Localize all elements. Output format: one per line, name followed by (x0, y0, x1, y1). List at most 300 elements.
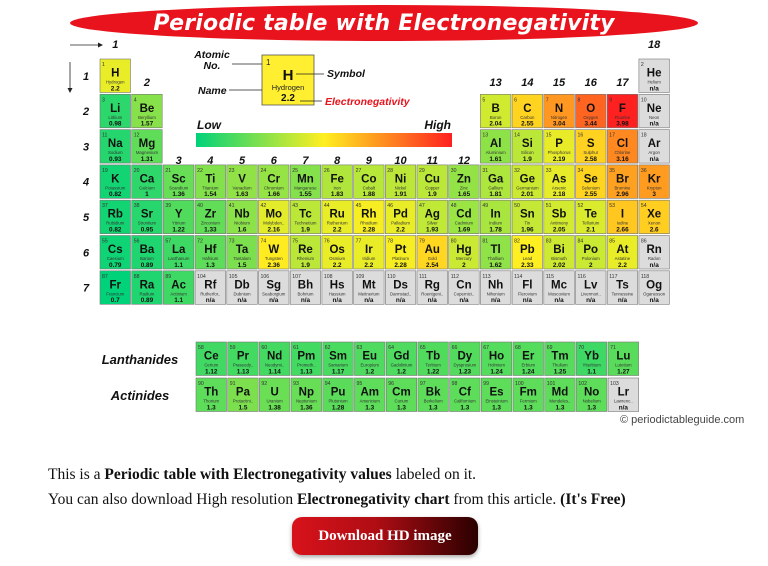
element-mc-symbol: Mc (551, 279, 568, 292)
actinide-th-name: Thorium (203, 398, 220, 404)
element-s-name: Sulphur (583, 150, 599, 156)
lanthanide-nd-symbol: Nd (266, 350, 283, 363)
element-cr-name: Chromium (263, 185, 284, 191)
element-i-en: 2.66 (616, 226, 629, 234)
actinide-no-name: Nobelium (582, 398, 601, 404)
actinide-cf-symbol: Cf (458, 386, 471, 399)
element-ru-name: Ruthenium (326, 220, 348, 226)
element-na-en: 0.93 (109, 155, 122, 163)
group-label-15: 15 (552, 77, 566, 89)
lanthanide-tb-en: 1.22 (426, 368, 440, 376)
element-ta-symbol: Ta (235, 244, 249, 256)
element-xe-name: Xenon (647, 220, 661, 226)
element-n-symbol: N (554, 102, 564, 115)
key-name-label: Name (198, 85, 227, 97)
element-tl-en: 1.62 (489, 261, 502, 269)
actinide-no-en: 1.3 (587, 404, 597, 412)
group-label-3: 3 (175, 155, 182, 167)
element-w-symbol: W (268, 244, 280, 256)
element-rn-number: 86 (640, 238, 647, 245)
element-po-number: 84 (577, 238, 584, 245)
element-k-en: 0.82 (109, 191, 122, 199)
element-nb-number: 41 (228, 203, 235, 210)
element-sr-number: 38 (133, 203, 140, 210)
element-hs-name: Hassium (328, 291, 346, 297)
element-rb-number: 37 (102, 203, 108, 210)
lanthanide-pm-number: 61 (293, 345, 299, 351)
element-p-name: Phosphorus (547, 150, 571, 156)
lanthanide-tb-symbol: Tb (426, 350, 441, 363)
element-rh-number: 45 (355, 203, 362, 210)
element-ba-en: 0.89 (140, 261, 154, 269)
lanthanide-gd-en: 1.2 (397, 368, 406, 376)
element-cr-symbol: Cr (267, 173, 281, 186)
lanthanide-pr-number: 59 (229, 345, 236, 351)
group-label-12: 12 (457, 155, 471, 167)
description-line-1 (48, 462, 748, 487)
element-li-number: 3 (102, 97, 105, 104)
element-se-symbol: Se (583, 173, 598, 186)
element-cs-symbol: Cs (107, 244, 123, 256)
lanthanide-eu-name: Europium (360, 362, 379, 368)
element-nh-symbol: Nh (487, 279, 504, 292)
group-label-7: 7 (302, 155, 309, 167)
element-tl-symbol: Tl (490, 244, 501, 256)
element-lv-symbol: Lv (584, 279, 598, 292)
element-cs-number: 55 (102, 238, 108, 245)
lanthanide-ce-name: Cerium (204, 362, 219, 368)
element-sn-symbol: Sn (519, 208, 535, 221)
element-rn-symbol: Rn (646, 244, 662, 256)
element-xe-en: 2.6 (649, 226, 659, 234)
element-og-name: Oganesson (643, 291, 666, 297)
element-mg-name: Magnesium (135, 150, 159, 156)
element-zn-name: Zinc (459, 185, 469, 191)
key-atomic-no-label-line2: No. (203, 60, 221, 72)
element-ra-number: 88 (133, 273, 140, 280)
lanthanide-tb-number: 65 (419, 345, 426, 351)
element-w-name: Tungsten (264, 256, 283, 261)
element-te-en: 2.1 (586, 226, 596, 234)
lanthanide-er-name: Erbium (521, 362, 536, 368)
actinide-lr-number: 103 (610, 381, 619, 387)
element-lv-en: n/a (586, 297, 596, 305)
scale-low-label: Low (197, 118, 221, 132)
element-fe-name: Iron (333, 185, 341, 191)
element-ir-name: Iridium (362, 256, 376, 261)
lanthanide-lu-symbol: Lu (616, 350, 631, 363)
element-fr-en: 0.7 (110, 297, 120, 305)
element-fl-en: n/a (522, 297, 532, 305)
group-label-8: 8 (334, 155, 341, 167)
actinide-pu-en: 1.28 (331, 404, 345, 412)
element-og-number: 118 (640, 273, 650, 280)
element-fe-number: 26 (323, 167, 330, 174)
lanthanide-eu-number: 63 (356, 345, 363, 351)
element-rh-en: 2.28 (362, 226, 376, 234)
element-pb-number: 82 (514, 238, 520, 245)
element-pb-symbol: Pb (519, 244, 535, 256)
actinide-cm-en: 1.3 (397, 404, 406, 412)
element-mo-name: Molybden.. (263, 220, 285, 226)
element-mc-name: Moscovium (548, 291, 570, 297)
element-re-number: 75 (292, 238, 298, 245)
element-os-name: Osmium (329, 256, 346, 261)
actinide-np-number: 93 (293, 381, 299, 387)
element-at-name: Astatine (614, 256, 631, 261)
element-he-en: n/a (649, 85, 659, 93)
element-te-number: 52 (577, 203, 584, 210)
element-pt-number: 78 (387, 238, 394, 245)
element-ti-en: 1.54 (204, 191, 217, 199)
element-si-symbol: Si (521, 138, 533, 151)
actinide-fm-number: 100 (515, 381, 524, 387)
element-ar-en: n/a (649, 155, 659, 163)
element-hg-number: 80 (450, 238, 457, 245)
element-br-number: 35 (609, 167, 615, 174)
lanthanide-yb-name: Ytterbium (582, 362, 601, 368)
element-be-en: 1.57 (140, 120, 154, 128)
element-sb-number: 51 (545, 203, 552, 210)
element-pt-symbol: Pt (394, 244, 407, 256)
element-cl-number: 17 (609, 132, 615, 139)
element-cn-number: 112 (450, 273, 459, 280)
actinide-np-symbol: Np (298, 386, 315, 399)
element-og-en: n/a (649, 297, 659, 305)
element-na-number: 11 (102, 132, 108, 139)
lanthanide-sm-name: Samarium (328, 362, 348, 368)
element-p-en: 2.19 (552, 155, 566, 163)
element-cn-en: n/a (459, 297, 469, 305)
element-mn-en: 1.55 (299, 191, 312, 199)
lanthanide-ce-symbol: Ce (203, 350, 219, 363)
lanthanide-tm-en: 1.25 (553, 368, 567, 376)
element-o-symbol: O (586, 102, 596, 115)
element-ra-name: Radium (139, 291, 155, 297)
element-ni-symbol: Ni (394, 173, 407, 186)
element-ir-number: 77 (355, 238, 362, 245)
element-ts-number: 117 (609, 273, 618, 280)
lanthanide-ho-symbol: Ho (488, 350, 505, 363)
element-be-number: 4 (133, 97, 137, 104)
element-ir-en: 2.2 (364, 261, 374, 269)
element-ne-symbol: Ne (646, 102, 662, 115)
lanthanide-dy-number: 66 (451, 345, 458, 351)
element-hg-name: Mercury (456, 256, 472, 261)
element-rb-name: Rubidium (106, 220, 125, 226)
actinide-es-en: 1.3 (492, 404, 501, 412)
element-tc-name: Technetium (294, 220, 317, 226)
electronegativity-scale-bar (196, 133, 452, 147)
element-xe-symbol: Xe (647, 208, 662, 221)
actinide-md-name: Mendeles.. (549, 398, 571, 404)
key-example-name: Hydrogen (271, 83, 305, 92)
lanthanide-lu-en: 1.27 (617, 368, 630, 376)
element-sr-symbol: Sr (140, 208, 154, 221)
element-fr-number: 87 (102, 273, 108, 280)
element-zn-symbol: Zn (456, 173, 471, 186)
element-ga-number: 31 (482, 167, 489, 174)
element-li-en: 0.98 (109, 120, 122, 128)
lanthanide-eu-symbol: Eu (362, 350, 378, 363)
lanthanide-tm-symbol: Tm (551, 350, 569, 363)
element-ar-number: 18 (640, 132, 647, 139)
lanthanides-label: Lanthanides (101, 352, 179, 367)
actinides-label: Actinides (110, 388, 170, 403)
actinide-pa-en: 1.5 (238, 404, 248, 412)
element-hs-en: n/a (332, 297, 342, 305)
lanthanide-eu-en: 1.2 (365, 368, 375, 376)
element-n-number: 7 (545, 97, 549, 104)
actinide-fm-en: 1.3 (523, 404, 533, 412)
element-f-name: Fluorine (614, 114, 631, 120)
element-cd-number: 48 (450, 203, 457, 210)
element-v-en: 1.63 (235, 191, 249, 199)
element-zr-name: Zirconium (200, 220, 220, 226)
element-ra-symbol: Ra (139, 279, 155, 292)
lanthanide-sm-number: 62 (324, 345, 331, 351)
element-sb-en: 2.05 (552, 226, 566, 234)
lanthanide-ho-number: 67 (483, 345, 490, 351)
element-ag-en: 1.93 (426, 226, 439, 234)
element-i-symbol: I (620, 208, 625, 221)
element-pd-number: 46 (387, 203, 394, 210)
element-li-name: Lithium (108, 114, 123, 120)
element-au-name: Gold (427, 256, 437, 261)
element-sc-symbol: Sc (171, 173, 186, 186)
element-he-symbol: He (646, 67, 662, 80)
element-xe-number: 54 (640, 203, 647, 210)
element-ar-name: Argon (648, 150, 660, 156)
lanthanide-pm-name: Prometh.. (297, 362, 316, 368)
element-pt-name: Platinum (392, 256, 409, 261)
element-hf-name: Hafnium (202, 256, 219, 261)
element-n-en: 3.04 (552, 120, 566, 128)
element-nb-symbol: Nb (234, 208, 250, 221)
element-si-name: Silicon (521, 150, 534, 156)
actinide-pa-name: Protactini.. (232, 398, 254, 404)
element-mt-name: Meitnerium (358, 291, 380, 297)
element-ac-en: 1.1 (174, 297, 184, 305)
element-as-symbol: As (551, 173, 567, 186)
element-al-name: Aluminium (485, 150, 506, 156)
element-as-number: 33 (545, 167, 552, 174)
actinide-bk-symbol: Bk (425, 386, 441, 399)
element-br-symbol: Br (616, 173, 629, 186)
element-rh-name: Rhodium (360, 220, 378, 226)
element-c-en: 2.55 (521, 120, 534, 128)
element-lv-number: 116 (577, 273, 586, 280)
element-cu-name: Copper (425, 185, 440, 191)
element-db-symbol: Db (234, 279, 250, 292)
element-tc-symbol: Tc (299, 208, 312, 221)
element-bh-en: n/a (300, 297, 311, 305)
key-atomic-no-label-line1: Atomic (194, 49, 230, 61)
element-cu-en: 1.9 (427, 191, 437, 199)
lanthanide-ce-en: 1.12 (205, 368, 218, 376)
element-ni-en: 1.91 (394, 191, 407, 199)
element-cr-number: 24 (260, 167, 267, 174)
element-i-number: 53 (609, 203, 615, 210)
actinide-fm-name: Fermium (519, 398, 537, 404)
element-rf-symbol: Rf (204, 279, 217, 292)
lanthanide-pr-en: 1.13 (236, 368, 250, 376)
lanthanide-nd-name: Neodymi.. (264, 362, 285, 368)
element-ge-name: Germanium (516, 185, 539, 191)
group-label-14: 14 (521, 77, 534, 89)
element-mg-en: 1.31 (140, 155, 154, 163)
lanthanide-sm-symbol: Sm (329, 350, 348, 363)
lanthanide-tm-name: Thulium (552, 362, 568, 368)
lanthanide-er-number: 68 (515, 345, 521, 351)
actinide-md-symbol: Md (551, 386, 569, 399)
actinide-pu-name: Plutonium (328, 398, 348, 404)
element-rf-name: Rutherfor.. (200, 291, 221, 297)
element-hs-number: 108 (323, 273, 333, 280)
element-k-symbol: K (111, 173, 120, 186)
element-ga-name: Gallium (488, 185, 503, 191)
element-mg-number: 12 (133, 132, 140, 139)
download-hd-image-button[interactable]: Download HD image (292, 517, 478, 555)
element-v-number: 23 (228, 167, 235, 174)
element-fr-symbol: Fr (109, 279, 121, 292)
element-pb-en: 2.33 (521, 261, 534, 269)
period-label-2: 2 (82, 106, 90, 119)
element-sg-name: Seaborgium (262, 291, 286, 297)
lanthanide-pm-en: 1.13 (300, 368, 313, 376)
element-ru-symbol: Ru (329, 208, 345, 221)
element-ne-en: n/a (649, 120, 659, 128)
description-line-2 (48, 487, 748, 512)
element-bi-number: 83 (545, 238, 552, 245)
element-mc-en: n/a (554, 297, 564, 305)
element-nb-name: Niobium (234, 220, 250, 226)
element-ra-en: 0.89 (140, 297, 154, 305)
element-db-name: Dubnium (233, 291, 251, 297)
page-title: Periodic table with Electronegativity (153, 10, 615, 36)
group-label-1: 1 (112, 39, 119, 51)
lanthanide-lu-number: 71 (610, 345, 616, 351)
element-se-name: Selenium (581, 185, 600, 191)
element-ts-symbol: Ts (616, 279, 629, 292)
actinide-cf-en: 1.3 (460, 404, 470, 412)
element-pd-name: Palladium (391, 220, 410, 226)
element-fl-symbol: Fl (522, 279, 533, 292)
lanthanide-pr-symbol: Pr (236, 350, 250, 363)
element-rn-name: Radon (647, 256, 661, 261)
element-fe-en: 1.83 (330, 191, 344, 199)
actinide-bk-name: Berkelium (423, 398, 443, 404)
actinide-bk-en: 1.3 (428, 404, 438, 412)
element-cd-symbol: Cd (456, 208, 472, 221)
element-br-en: 2.96 (616, 191, 629, 199)
element-bi-name: Bismuth (551, 256, 567, 261)
key-en-label: Electronegativity (325, 96, 410, 108)
element-sc-number: 21 (165, 167, 172, 174)
group-label-9: 9 (365, 155, 372, 167)
element-he-number: 2 (640, 62, 644, 68)
period-label-4: 4 (82, 176, 90, 189)
lanthanide-ho-en: 1.24 (490, 368, 503, 376)
element-sc-en: 1.36 (172, 191, 185, 199)
lanthanide-nd-en: 1.14 (268, 368, 281, 376)
element-cl-name: Chlorine (614, 150, 631, 156)
element-sb-name: Antimony (550, 220, 569, 226)
element-o-en: 3.44 (584, 120, 597, 128)
element-nb-en: 1.6 (237, 226, 247, 234)
element-au-symbol: Au (424, 244, 440, 256)
actinide-cm-name: Curium (394, 398, 409, 404)
element-bh-name: Bohrium (297, 291, 314, 297)
element-ti-name: Titanium (202, 185, 219, 191)
desc-bold: (It's Free) (560, 491, 626, 508)
group-label-2: 2 (143, 77, 151, 89)
period-label-1: 1 (82, 70, 90, 83)
element-db-en: n/a (237, 297, 247, 305)
element-la-symbol: La (171, 244, 186, 256)
element-n-name: Nitrogen (550, 114, 568, 120)
actinide-es-name: Einsteinium (485, 398, 508, 404)
element-ag-name: Silver (426, 220, 438, 226)
lanthanide-yb-number: 70 (578, 345, 585, 351)
element-mo-number: 42 (260, 203, 267, 210)
element-cd-name: Cadmium (454, 220, 474, 226)
period-arrow-head (68, 88, 73, 93)
actinide-md-en: 1.3 (555, 404, 565, 412)
actinide-pu-symbol: Pu (330, 386, 346, 399)
element-fr-name: Francium (106, 291, 125, 297)
desc-bold: Electronegativity chart (297, 491, 450, 508)
element-la-en: 1.1 (174, 261, 184, 269)
element-og-symbol: Og (646, 279, 663, 292)
element-w-number: 74 (260, 238, 267, 245)
element-te-name: Tellurium (582, 220, 600, 226)
element-ds-name: Darmstad.. (390, 291, 412, 297)
element-be-name: Beryllium (138, 114, 156, 120)
element-ba-number: 56 (133, 238, 140, 245)
actinide-lr-name: Lawrenc.. (614, 398, 633, 404)
actinide-np-en: 1.36 (300, 404, 313, 412)
lanthanide-er-en: 1.24 (522, 368, 535, 376)
element-c-symbol: C (523, 102, 532, 115)
actinide-fm-symbol: Fm (519, 386, 537, 399)
element-bh-symbol: Bh (297, 279, 314, 292)
lanthanide-tb-name: Terbium (425, 362, 441, 368)
element-at-en: 2.2 (618, 261, 627, 269)
element-os-number: 76 (323, 238, 330, 245)
element-at-symbol: At (616, 244, 629, 256)
element-cr-en: 1.66 (267, 191, 280, 199)
lanthanide-pr-name: Praseody.. (232, 362, 254, 368)
element-tc-number: 43 (292, 203, 298, 210)
element-v-name: Vanadium (232, 185, 252, 191)
element-mc-number: 115 (545, 273, 555, 280)
element-h-number: 1 (102, 62, 105, 68)
element-fl-name: Flerovium (517, 291, 537, 297)
element-sg-en: n/a (269, 297, 279, 305)
element-hg-symbol: Hg (456, 244, 472, 256)
element-mo-en: 2.16 (267, 226, 280, 234)
scale-high-label: High (424, 118, 451, 132)
actinide-am-symbol: Am (360, 386, 380, 399)
element-in-number: 49 (482, 203, 489, 210)
element-rb-en: 0.82 (109, 226, 122, 234)
element-al-symbol: Al (489, 138, 502, 151)
key-example-en: 2.2 (281, 93, 295, 104)
element-se-number: 34 (577, 167, 584, 174)
element-hg-en: 2 (462, 261, 466, 269)
element-co-name: Cobalt (362, 185, 376, 191)
